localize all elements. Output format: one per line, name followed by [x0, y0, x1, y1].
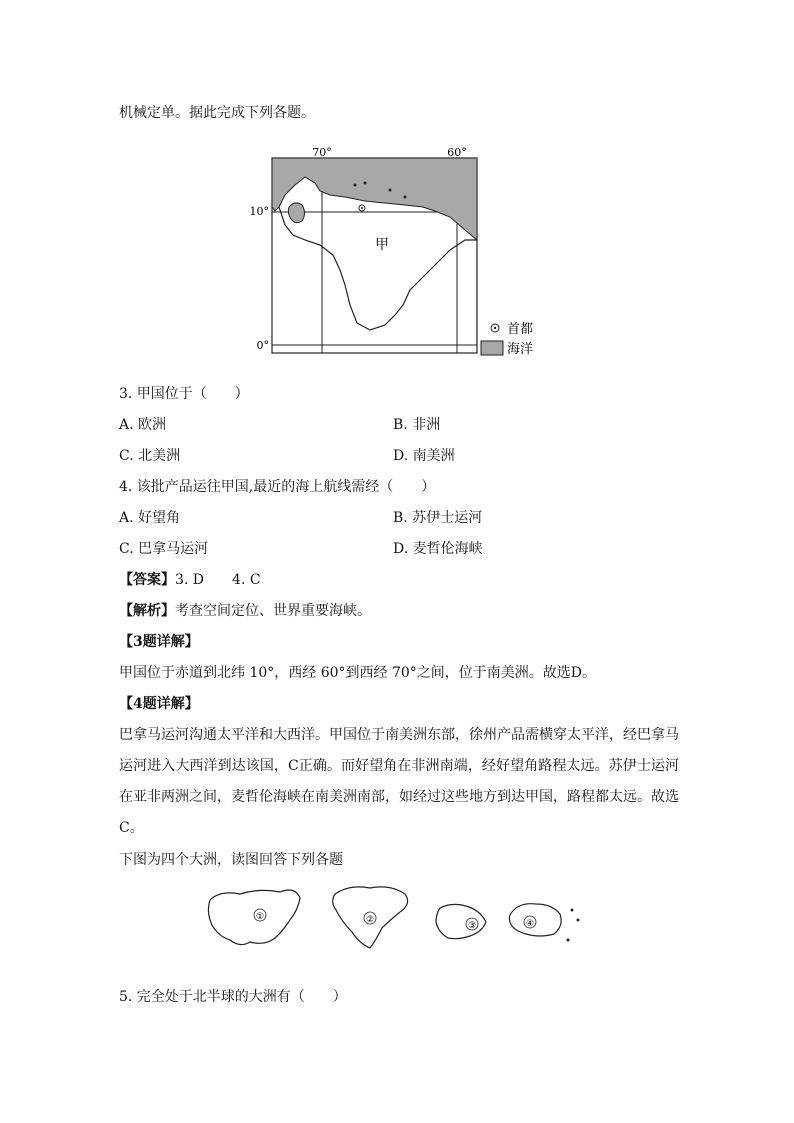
- country-label: 甲: [375, 237, 389, 253]
- analysis-line: [119, 601, 371, 621]
- answer-text: 3. D 4. C: [175, 572, 261, 588]
- q3-option-b: B. 非洲: [393, 417, 441, 433]
- detail3-text: 甲国位于赤道到北纬 10°，西经 60°到西经 70°之间，位于南美洲。故选D。: [119, 665, 597, 681]
- detail4-label: 【4题详解】: [119, 696, 199, 712]
- continent-label-3: ③: [467, 921, 477, 931]
- lon-60-label: 60°: [447, 146, 467, 159]
- four-continents-figure: [200, 880, 590, 960]
- q4-option-a: A. 好望角: [119, 510, 181, 526]
- section-intro: 下图为四个大洲，读图回答下列各题: [119, 852, 343, 868]
- q5-stem: 5. 完全处于北半球的大洲有（ ）: [119, 989, 347, 1005]
- ocean-area: [272, 158, 477, 240]
- continent-south-america: [436, 904, 486, 938]
- q3-option-a: A. 欧洲: [119, 417, 167, 433]
- answer-line: [119, 570, 261, 590]
- intro-line: 机械定单。据此完成下列各题。: [119, 105, 315, 121]
- continent-eurasia: [208, 890, 300, 945]
- continent-label-4: ④: [525, 919, 535, 929]
- legend-capital-label: 首都: [507, 322, 534, 337]
- continent-label-2: ②: [365, 915, 375, 925]
- answer-label: 【答案】: [119, 572, 175, 588]
- continent-label-1: ①: [255, 912, 265, 922]
- venezuela-map: [245, 145, 555, 365]
- q4-option-b: B. 苏伊士运河: [393, 510, 483, 526]
- q3-option-c: C. 北美洲: [119, 448, 181, 464]
- analysis-text: 考查空间定位、世界重要海峡。: [175, 603, 371, 619]
- country-outline: [279, 207, 477, 330]
- q3-option-d: D. 南美洲: [393, 448, 455, 464]
- continent-oceania: [509, 904, 579, 942]
- lake-maracaibo: [288, 203, 304, 223]
- analysis-label: 【解析】: [119, 603, 175, 619]
- detail4-text: 巴拿马运河沟通太平洋和大西洋。甲国位于南美洲东部，徐州产品需横穿太平洋，经巴拿马运河进入大西洋到达该国，C正确。而好望角在非洲南端，经好望角路程太远。苏伊士运河在亚非两洲之间，麦哲伦海峡在南美洲南部，如经过这些地方到达甲国，路程都太远。故选C。: [119, 727, 679, 836]
- q4-stem: 4. 该批产品运往甲国,最近的海上航线需经（ ）: [119, 479, 436, 495]
- q4-option-d: D. 麦哲伦海峡: [393, 541, 483, 557]
- detail3-label: 【3题详解】: [119, 634, 199, 650]
- legend-ocean-label: 海洋: [507, 342, 534, 357]
- q4-option-c: C. 巴拿马运河: [119, 541, 209, 557]
- q3-stem: 3. 甲国位于（ ）: [119, 386, 249, 402]
- lon-70-label: 70°: [312, 146, 332, 159]
- legend-ocean-swatch: [481, 341, 503, 355]
- lat-0-label: 0°: [256, 339, 269, 352]
- lat-10-label: 10°: [249, 205, 269, 218]
- continent-north-america: [333, 887, 408, 948]
